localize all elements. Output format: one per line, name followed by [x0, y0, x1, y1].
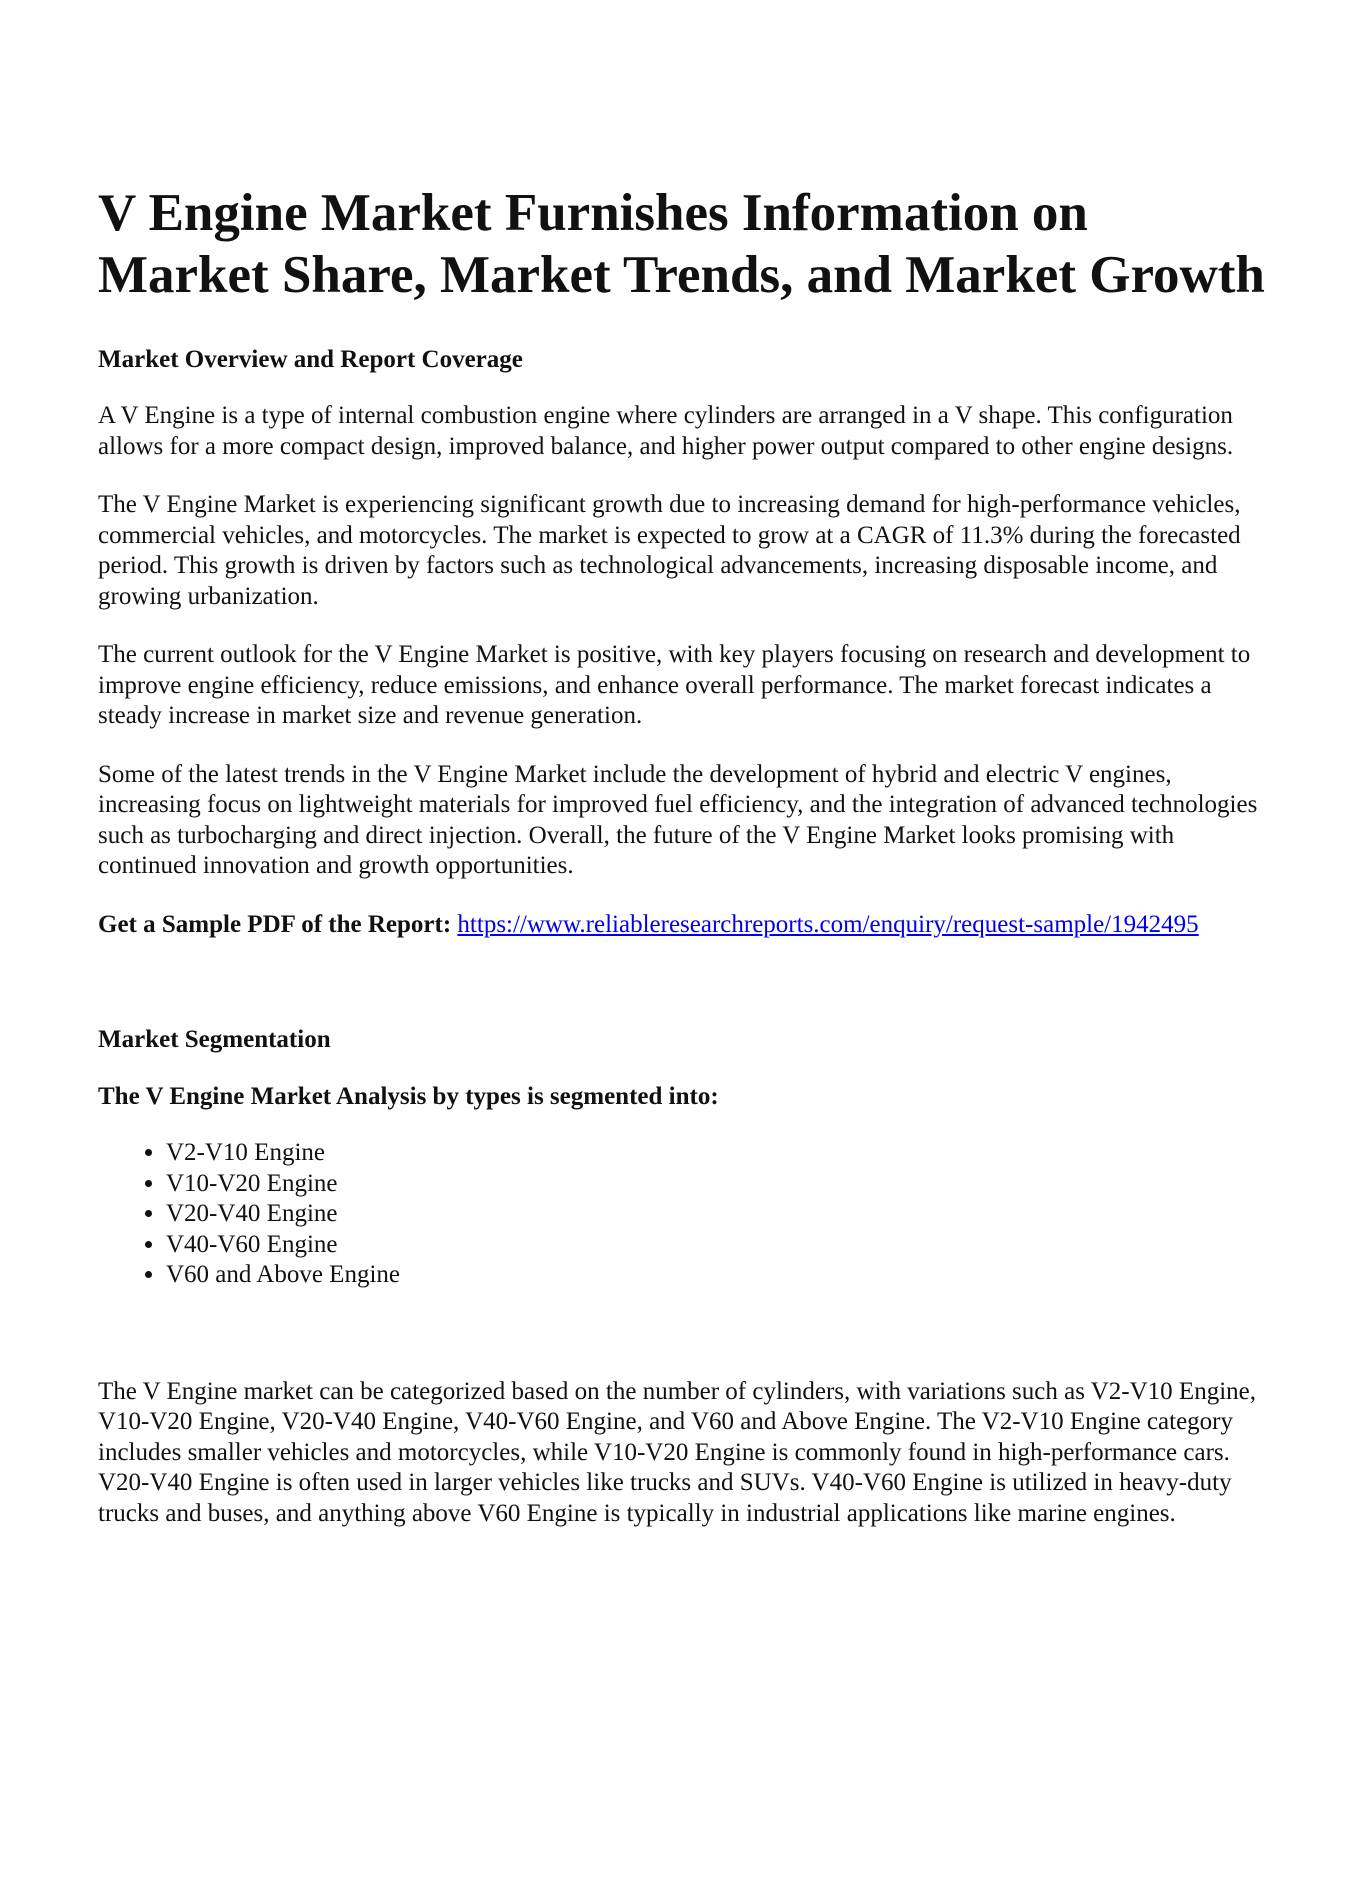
overview-paragraph-4: Some of the latest trends in the V Engine Market include the development of hybrid and electric V engines, increasing focus on lightweight materials for improved fuel efficiency, and the integration of advanced technologies such as turbocharging and direct injection. Overall, the future of the V Engine Market looks promising with continued innovation and growth opportunities. — [98, 760, 1258, 879]
types-heading: The V Engine Market Analysis by types is segmented into: — [98, 1083, 719, 1110]
overview-paragraph-1: A V Engine is a type of internal combustion engine where cylinders are arranged in a V shape. This configuration allows for a more compact design, improved balance, and higher power output compared to other engine designs. — [98, 402, 1234, 460]
overview-paragraph-2: The V Engine Market is experiencing significant growth due to increasing demand for high-performance vehicles, commercial vehicles, and motorcycles. The market is expected to grow at a CAGR of 11.3% during the forecasted period. This growth is driven by factors such as technological advancements, increasing disposable income, and growing urbanization. — [98, 491, 1241, 610]
list-item: • V40-V60 Engine — [166, 1230, 1266, 1261]
list-item: • V2-V10 Engine — [166, 1138, 1266, 1169]
overview-heading: Market Overview and Report Coverage — [98, 346, 523, 373]
segmentation-description: The V Engine market can be categorized based on the number of cylinders, with variations such as V2-V10 Engine, V10-V20 Engine, V20-V40 Engine, V40-V60 Engine, and V60 and Above Engine. The V2-V10 Engine category includes smaller vehicles and motorcycles, while V10-V20 Engine is commonly found in high-performance cars. V20-V40 Engine is often used in larger vehicles like trucks and SUVs. V40-V60 Engine is utilized in heavy-duty trucks and buses, and anything above V60 Engine is typically in industrial applications like marine engines. — [98, 1377, 1256, 1527]
overview-paragraph-3: The current outlook for the V Engine Market is positive, with key players focusing on research and development to improve engine efficiency, reduce emissions, and enhance overall performance. The market forecast indicates a steady increase in market size and revenue generation. — [98, 641, 1251, 729]
sample-pdf-line — [98, 910, 1266, 941]
segmentation-heading: Market Segmentation — [98, 1026, 331, 1053]
list-item: • V20-V40 Engine — [166, 1199, 1266, 1230]
page-title: V Engine Market Furnishes Information on Market Share, Market Trends, and Market Growth — [98, 184, 1265, 304]
list-item: • V10-V20 Engine — [166, 1169, 1266, 1200]
types-list — [98, 1138, 1266, 1291]
list-item: • V60 and Above Engine — [166, 1260, 1266, 1291]
sample-pdf-label: Get a Sample PDF of the Report: — [98, 910, 452, 938]
document-page — [98, 182, 1266, 1557]
sample-pdf-link[interactable]: https://www.reliableresearchreports.com/enquiry/request-sample/1942495 — [457, 910, 1199, 938]
